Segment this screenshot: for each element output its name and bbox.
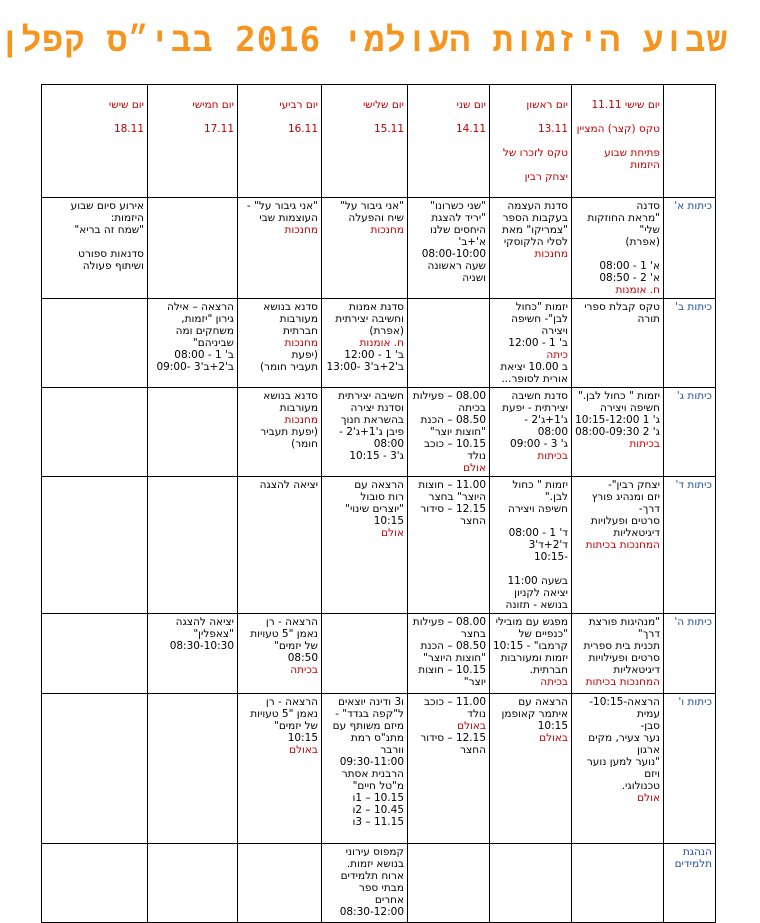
schedule-cell bbox=[42, 477, 148, 614]
cell-location: ח. אומנות bbox=[359, 337, 404, 349]
schedule-cell bbox=[148, 614, 238, 694]
cell-location: באולם bbox=[539, 732, 568, 744]
schedule-cell bbox=[572, 614, 664, 694]
page-title: שבוע היזמות העולמי 2016 בבי״ס קפלן bbox=[0, 20, 728, 60]
schedule-cell bbox=[408, 614, 490, 694]
table-row bbox=[42, 388, 716, 477]
cell-text: סדנת חשיבה יצירתית - יפעת ג'1+ג'2 - 08:00 ג' 3 - 09:00 bbox=[502, 390, 568, 450]
schedule-cell bbox=[322, 694, 408, 844]
schedule-cell bbox=[490, 694, 572, 844]
schedule-cell bbox=[322, 388, 408, 477]
schedule-cell bbox=[322, 614, 408, 694]
schedule-cell bbox=[490, 614, 572, 694]
cell-location: כיתה bbox=[546, 349, 568, 361]
schedule-cell bbox=[42, 844, 148, 923]
schedule-cell bbox=[408, 844, 490, 923]
schedule-cell bbox=[238, 299, 322, 388]
schedule-cell bbox=[408, 388, 490, 477]
schedule-cell bbox=[490, 198, 572, 299]
schedule-cell bbox=[238, 198, 322, 299]
cell-note: ב 10.00 יציאת אורית לסופר... bbox=[500, 361, 568, 385]
cell-text: סדנת העצמה בעקבות הספר "צמריקו" מאת לסלי הלקוסקי bbox=[502, 200, 568, 248]
schedule-cell bbox=[148, 299, 238, 388]
cell-location: אולם bbox=[637, 792, 660, 804]
schedule-cell bbox=[238, 844, 322, 923]
cell-text: יזמות " כחול לבן." חשיפה ויצירה ד' 1 - 08:00 ד'2+ד'3 -10:15 בשעה 11:00 יציאה לקניון בנושא - תזונה bbox=[505, 479, 568, 611]
cell-text: יציאה להצגה bbox=[259, 479, 318, 491]
cell-text: 11.00 – חוצות היוצר" בחצר 12.15 – סידור החצר bbox=[418, 479, 486, 527]
cell-text: סדנה "מראת החוזקות שלי" (אפרת) א' 1 - 08:00 א' 2 - 08:50 bbox=[587, 200, 660, 284]
cell-text: 11.00 – כוכב נולד bbox=[423, 696, 486, 720]
schedule-cell bbox=[572, 694, 664, 844]
cell-text: יצחק רבין"- יזם ומנהיג פורץ דרך- סרטים ופעלויות דיגיטאליות bbox=[590, 479, 660, 539]
cell-location: אולם bbox=[381, 527, 404, 539]
table-row bbox=[42, 844, 716, 923]
cell-location: המחנכות בכיתות bbox=[585, 676, 660, 688]
cell-text: "מנהיגות פורצת דרך" תכנית בית ספרית סרטים ופעילויות דיגיטאליות bbox=[583, 616, 660, 676]
cell-note: (יפעת תעביר חומר) bbox=[259, 349, 318, 373]
schedule-cell bbox=[148, 844, 238, 923]
schedule-cell bbox=[148, 388, 238, 477]
schedule-cell bbox=[42, 198, 148, 299]
cell-text: סדנת אמנות וחשיבה יצירתית (אפרת) bbox=[335, 301, 404, 337]
schedule-cell bbox=[572, 198, 664, 299]
row-label: כיתות ו' bbox=[664, 694, 716, 844]
cell-text: מפגש עם מובילי "כנפיים של קרמבו" - 10:15 יזמות ומעורבות חברתית. bbox=[493, 616, 568, 676]
schedule-cell bbox=[42, 614, 148, 694]
schedule-cell bbox=[322, 477, 408, 614]
cell-text: הרצאה - רן נאמן "5 טעויות של יזמים" 10:15 bbox=[250, 696, 318, 744]
schedule-cell bbox=[572, 477, 664, 614]
header-corner bbox=[664, 85, 716, 198]
cell-text: סדנא בנושא מעורבות חברתית bbox=[263, 301, 318, 337]
cell-text: 08.00 – פעילות בכיתה 08.50 – הכנת "חוצות יוצר" 10.15 – כוכב נולד bbox=[412, 390, 486, 462]
header-row bbox=[42, 85, 716, 198]
row-label: כיתות ד' bbox=[664, 477, 716, 614]
schedule-cell bbox=[322, 198, 408, 299]
table-corner-mark bbox=[41, 848, 42, 852]
schedule-cell bbox=[408, 198, 490, 299]
cell-location: מחנכות bbox=[284, 414, 318, 426]
cell-location: מחנכות bbox=[370, 224, 404, 236]
cell-note: ב' 1 - 12:00 ב'2+ב'3 -13:00 bbox=[326, 349, 404, 373]
cell-text: "אני גיבור על" - העוצמות שבי bbox=[246, 200, 318, 224]
cell-text: הרצאה-10:15-עמית סבן- נער צעיר, מקים ארגון "נוער למען נוער ויזם טכנולוגי. bbox=[586, 696, 660, 792]
cell-location: מחנכות bbox=[284, 224, 318, 236]
cell-text: הרצאה עם רות סובול "יוצרים שינוי" 10:15 bbox=[345, 479, 404, 527]
schedule-cell bbox=[42, 388, 148, 477]
cell-location: בכיתה bbox=[290, 664, 318, 676]
schedule-cell bbox=[572, 844, 664, 923]
header-day: יום שני 14.11 bbox=[408, 85, 490, 198]
cell-note: (יפעת תעביר חומר) bbox=[260, 426, 318, 450]
cell-location: בכיתות bbox=[537, 450, 568, 462]
cell-note: 12.15 – סידור החצר bbox=[420, 732, 486, 756]
schedule-cell bbox=[322, 299, 408, 388]
cell-text: סדנא בנושא מעורבות bbox=[263, 390, 318, 414]
schedule-cell bbox=[148, 477, 238, 614]
header-day: יום חמישי 17.11 bbox=[148, 85, 238, 198]
cell-text: 08.00 – פעילות בחצר 08.50 – הכנת "חוצות היוצר" 10.15 – חוצות יוצר" bbox=[412, 616, 486, 688]
schedule-cell bbox=[490, 844, 572, 923]
cell-text: יזמות "כחול לבן"- חשיפה ויצירה ב' 1 - 12:00 bbox=[508, 301, 568, 349]
table-row bbox=[42, 477, 716, 614]
cell-location: באולם bbox=[457, 720, 486, 732]
schedule-cell bbox=[322, 844, 408, 923]
table-row bbox=[42, 299, 716, 388]
header-day: יום שישי 11.11 טקס (קצר) המציין פתיחת שבוע היזמות bbox=[572, 85, 664, 198]
cell-text: "שני כשרונו" "יריד להצגת היחסים שלנו א'+ב' 08:00-10:00 שעה ראשונה ושניה bbox=[421, 200, 486, 284]
schedule-cell bbox=[238, 477, 322, 614]
table-row bbox=[42, 198, 716, 299]
cell-location: באולם bbox=[289, 744, 318, 756]
row-label: כיתות ה' bbox=[664, 614, 716, 694]
schedule-table bbox=[41, 84, 716, 923]
cell-location: אולם bbox=[463, 462, 486, 474]
table-row bbox=[42, 694, 716, 844]
schedule-cell bbox=[238, 388, 322, 477]
schedule-cell bbox=[572, 299, 664, 388]
cell-text: הרצאה עם איתמר קאופמן 10:15 bbox=[501, 696, 568, 732]
header-day: יום שישי 18.11 bbox=[42, 85, 148, 198]
header-day: יום שלישי 15.11 bbox=[322, 85, 408, 198]
cell-text: הרצאה – אילה גירון "יזמות, משחקים ומה שביניהם" ב' 1 - 08:00 ב'2+ב'3 -09:00 bbox=[156, 301, 234, 373]
cell-location: ח. אומנות bbox=[615, 284, 660, 296]
schedule-cell bbox=[408, 477, 490, 614]
table-row bbox=[42, 614, 716, 694]
row-label: הנהגת תלמידים bbox=[664, 844, 716, 923]
row-label: כיתות ב' bbox=[664, 299, 716, 388]
cell-location: בכיתות bbox=[629, 438, 660, 450]
cell-location: מחנכות bbox=[534, 248, 568, 260]
cell-location: המחנכות בכיתות bbox=[585, 539, 660, 551]
schedule-cell bbox=[572, 388, 664, 477]
cell-text: "אני גיבור על" שיח והפעלה bbox=[340, 200, 404, 224]
cell-location: בכיתה bbox=[540, 676, 568, 688]
cell-text: טקס קבלת ספרי תורה bbox=[584, 301, 660, 325]
cell-text: קמפוס עירוני בנושא יזמות. ארוח תלמידים מבתי ספר אחרים 08:30-12:00 bbox=[339, 846, 404, 918]
schedule-cell bbox=[42, 299, 148, 388]
row-label: כיתות ג' bbox=[664, 388, 716, 477]
schedule-cell bbox=[42, 694, 148, 844]
header-day: יום רביעי 16.11 bbox=[238, 85, 322, 198]
cell-text: יציאה להצגה "צאפלין" 08:30-10:30 bbox=[169, 616, 234, 652]
cell-text: יזמות " כחול לבן." חשיפה ויצירה ג' 1 10:15-12:00 ג' 2 08:00-09:30 bbox=[575, 390, 660, 438]
cell-text: הרצאה - רן נאמן "5 טעויות של יזמים" 08:50 bbox=[250, 616, 318, 664]
cell-text: אירוע סיום שבוע היזמות: "שמח זה בריא" סדנאות ספורט ושיתוף פעולה bbox=[70, 200, 144, 272]
schedule-cell bbox=[238, 614, 322, 694]
schedule-cell bbox=[238, 694, 322, 844]
schedule-cell bbox=[408, 299, 490, 388]
cell-location: מחנכות bbox=[284, 337, 318, 349]
schedule-cell bbox=[408, 694, 490, 844]
row-label: כיתות א' bbox=[664, 198, 716, 299]
schedule-cell bbox=[490, 299, 572, 388]
cell-text: ו3 ודינה יוצאים ל"קפה בגדד" - מיזם משותף עם מתנ"ס רמת וורבר 09:30-11:00 הרבנית אסתר מ"טל חיים" 10.15 – 1ו 10.45 – 2ו 11.15 – 3ו bbox=[332, 696, 404, 828]
cell-text: חשיבה יצירתית וסדנת יצירה בהשראת חנוך פיבן ג'1+ג'2 - 08:00 ג'3 - 10:15 bbox=[338, 390, 404, 462]
schedule-cell bbox=[148, 694, 238, 844]
schedule-cell bbox=[490, 477, 572, 614]
schedule-cell bbox=[148, 198, 238, 299]
header-day: יום ראשון 13.11 טקס לזכרו של יצחק רבין bbox=[490, 85, 572, 198]
schedule-cell bbox=[490, 388, 572, 477]
